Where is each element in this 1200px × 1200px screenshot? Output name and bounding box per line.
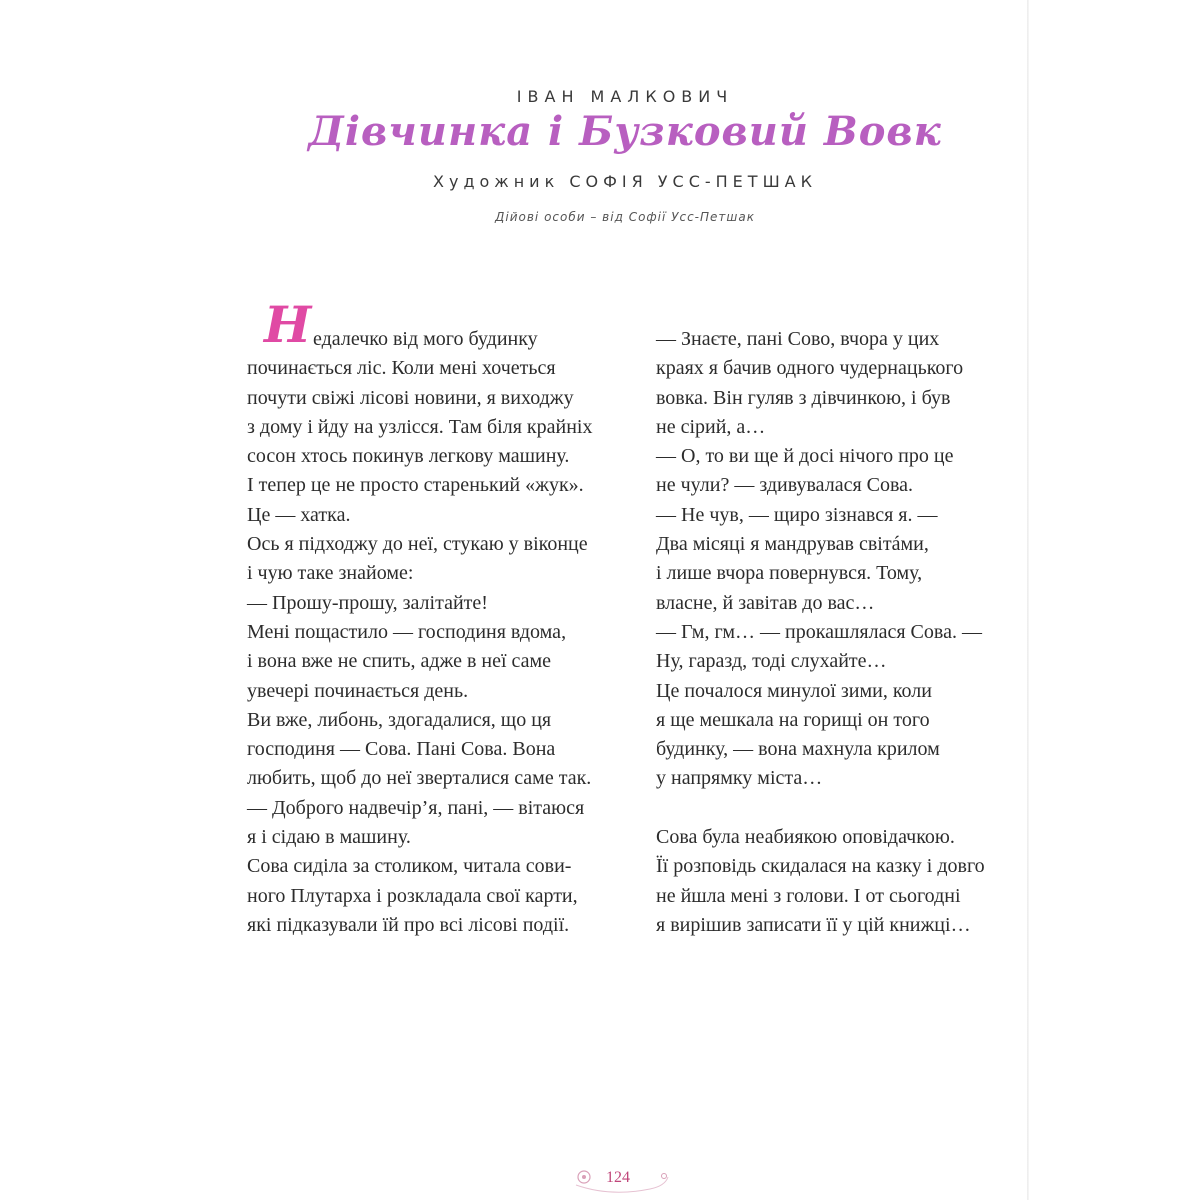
text-line: — Не чув, — щиро зізнався я. — <box>656 503 938 526</box>
text-line: — Гм, гм… — прокашлялася Сова. — <box>656 620 982 643</box>
characters-credit: Дійові особи – від Софії Усс-Петшак <box>495 210 755 224</box>
text-line: з дому і йду на узлісся. Там біля крайніх <box>247 415 593 438</box>
text-line: Сова була неабиякою оповідачкою. <box>656 826 955 849</box>
text-line: Це почалося минулої зими, коли <box>656 679 932 702</box>
right-column <box>656 325 1026 940</box>
text-line: любить, щоб до неї зверталися саме так. <box>247 767 592 790</box>
text-line: я ще мешкала на горищі он того <box>656 708 930 731</box>
text-line: не сірий, а… <box>656 415 766 438</box>
page-number: 124 <box>606 1169 630 1186</box>
text-line: — Знаєте, пані Сово, вчора у цих <box>656 328 940 350</box>
text-line: власне, й завітав до вас… <box>656 591 875 614</box>
text-line: Ну, гаразд, тоді слухайте… <box>656 650 887 673</box>
left-column <box>247 325 627 940</box>
text-line: — Доброго надвечір’я, пані, — вітаюся <box>247 796 585 819</box>
text-line: І тепер це не просто старенький «жук». <box>247 474 584 497</box>
text-line: у напрямку міста… <box>656 767 823 790</box>
text-line: едалечко від мого будинку <box>313 328 538 350</box>
page-footer <box>570 1163 680 1195</box>
text-line: і лише вчора повернувся. Тому, <box>656 562 923 585</box>
text-line: не чули? — здивувалася Сова. <box>656 474 914 497</box>
text-line: сосон хтось покинув легкову машину. <box>247 445 570 468</box>
text-line: — Прошу-прошу, залітайте! <box>247 591 488 614</box>
text-line: Ви вже, либонь, здогадалися, що ця <box>247 708 552 731</box>
text-line: Ось я підходжу до неї, стукаю у віконце <box>247 533 588 556</box>
text-line: і вона вже не спить, адже в неї саме <box>247 650 552 673</box>
text-line: почути свіжі лісові новини, я виходжу <box>247 386 574 409</box>
illustrator-credit: Художник СОФІЯ УСС-ПЕТШАК <box>433 172 817 191</box>
text-line: Її розповідь скидалася на казку і довго <box>656 855 985 878</box>
text-line: Два місяці я мандрував світáми, <box>656 533 929 556</box>
text-line: Це — хатка. <box>247 503 351 526</box>
author-name: ІВАН МАЛКОВИЧ <box>516 87 734 106</box>
text-line: я і сідаю в машину. <box>247 826 411 849</box>
text-line: Мені пощастило — господиня вдома, <box>247 620 567 643</box>
text-line: я вирішив записати її у цій книжці… <box>656 913 971 936</box>
text-line: — О, то ви ще й досі нічого про це <box>656 445 954 468</box>
text-line: які підказували їй про всі лісові події. <box>247 913 570 936</box>
text-line: увечері починається день. <box>247 679 469 702</box>
text-line <box>656 794 1026 823</box>
text-line: будинку, — вона махнула крилом <box>656 738 940 761</box>
text-line: вовка. Він гуляв з дівчинкою, і був <box>656 386 951 409</box>
text-line: господиня — Сова. Пані Сова. Вона <box>247 738 556 761</box>
page-edge <box>1027 0 1029 1200</box>
text-line: починається ліс. Коли мені хочеться <box>247 357 556 380</box>
text-line: краях я бачив одного чудернацького <box>656 357 964 380</box>
text-line: ного Плутарха і розкладала свої карти, <box>247 884 578 907</box>
text-line: не йшла мені з голови. І от сьогодні <box>656 884 961 907</box>
book-title: Дівчинка і Бузковий Вовк <box>308 108 942 155</box>
text-line: Сова сиділа за столиком, читала сови- <box>247 855 572 878</box>
text-line: і чую таке знайоме: <box>247 562 414 585</box>
drop-cap: Н <box>264 295 312 354</box>
